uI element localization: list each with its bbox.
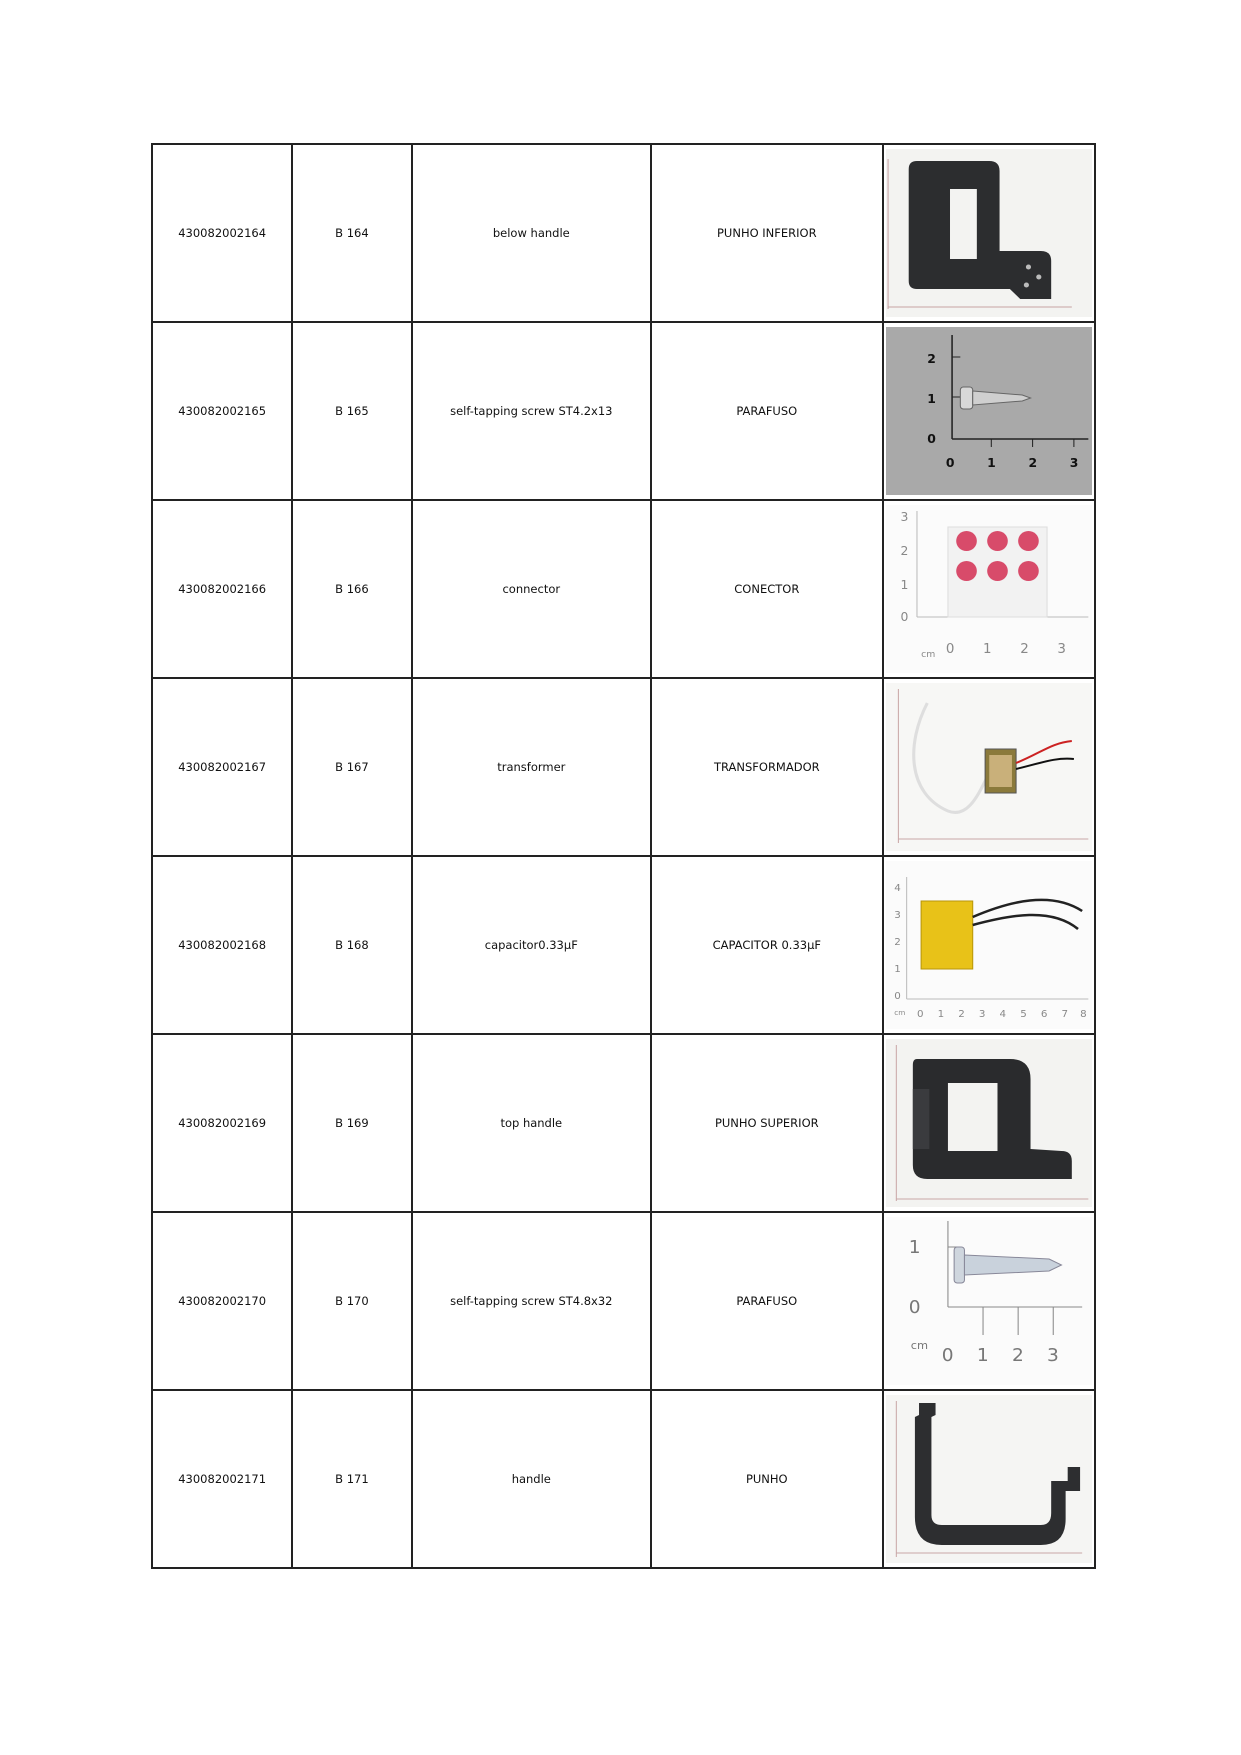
lower-handle-photo (886, 149, 1092, 317)
ruler-unit: cm (910, 1339, 928, 1352)
ruler-x-tick: 4 (999, 1009, 1006, 1020)
screw-photo (886, 327, 1092, 495)
part-photo-cell (883, 678, 1095, 856)
table-row (152, 1212, 1095, 1390)
position-number: B 167 (292, 678, 411, 856)
ruler-y-tick: 1 (908, 1237, 921, 1258)
table-row (152, 678, 1095, 856)
ruler-y-tick: 0 (893, 991, 901, 1002)
position-number: B 170 (292, 1212, 411, 1390)
ruler-y-tick: 3 (893, 910, 901, 921)
position-number: B 166 (292, 500, 411, 678)
screw-photo (886, 1217, 1092, 1385)
description-portuguese: PARAFUSO (651, 1212, 882, 1390)
position-number: B 169 (292, 1034, 411, 1212)
ruler-y-tick: 1 (899, 578, 908, 592)
part-number: 430082002171 (152, 1390, 292, 1568)
description-english: handle (412, 1390, 652, 1568)
ruler-x-tick: 7 (1061, 1009, 1068, 1020)
ruler-x-tick: 2 (1027, 456, 1037, 470)
ruler-x-tick: 5 (1019, 1009, 1027, 1020)
table-row (152, 1390, 1095, 1568)
ruler-x-tick: 1 (937, 1009, 944, 1020)
position-number: B 164 (292, 144, 411, 322)
part-number: 430082002167 (152, 678, 292, 856)
ruler-y-tick: 1 (893, 964, 901, 975)
part-photo-cell (883, 144, 1095, 322)
description-english: transformer (412, 678, 652, 856)
ruler-x-tick: 3 (978, 1009, 986, 1020)
ruler-x-tick: 0 (916, 1009, 924, 1020)
ruler-unit: cm (893, 1008, 905, 1017)
ruler-y-tick: 4 (893, 883, 901, 894)
table-row (152, 856, 1095, 1034)
table-row (152, 500, 1095, 678)
part-photo-cell (883, 322, 1095, 500)
ruler-x-tick: 6 (1040, 1009, 1047, 1020)
ruler-unit: cm (920, 650, 935, 660)
part-number: 430082002164 (152, 144, 292, 322)
description-english: below handle (412, 144, 652, 322)
ruler-x-tick: 1 (986, 456, 996, 470)
transformer-photo (886, 683, 1092, 851)
parts-table (151, 143, 1096, 1569)
ruler-y-tick: 3 (899, 510, 908, 524)
ruler-x-tick: 3 (1056, 642, 1066, 657)
ruler-x-tick: 3 (1069, 456, 1078, 470)
ruler-y-tick: 2 (899, 544, 908, 558)
description-portuguese: PUNHO (651, 1390, 882, 1568)
ruler-x-tick: 0 (945, 642, 954, 657)
position-number: B 165 (292, 322, 411, 500)
part-photo-cell (883, 1390, 1095, 1568)
ruler-y-tick: 1 (926, 392, 936, 406)
description-portuguese: PUNHO SUPERIOR (651, 1034, 882, 1212)
description-portuguese: PUNHO INFERIOR (651, 144, 882, 322)
upper-handle-photo (886, 1039, 1092, 1207)
part-number: 430082002170 (152, 1212, 292, 1390)
ruler-x-tick: 2 (957, 1009, 965, 1020)
position-number: B 168 (292, 856, 411, 1034)
part-number: 430082002168 (152, 856, 292, 1034)
ruler-x-tick: 3 (1046, 1345, 1059, 1366)
position-number: B 171 (292, 1390, 411, 1568)
ruler-x-tick: 0 (945, 456, 955, 470)
capacitor-photo (886, 861, 1092, 1029)
ruler-y-tick: 0 (908, 1297, 921, 1318)
part-number: 430082002165 (152, 322, 292, 500)
part-number: 430082002166 (152, 500, 292, 678)
ruler-x-tick: 1 (976, 1345, 989, 1366)
part-photo-cell (883, 856, 1095, 1034)
description-english: connector (412, 500, 652, 678)
description-portuguese: TRANSFORMADOR (651, 678, 882, 856)
description-portuguese: PARAFUSO (651, 322, 882, 500)
ruler-x-tick: 8 (1079, 1009, 1087, 1020)
handle-photo (886, 1395, 1092, 1563)
description-portuguese: CAPACITOR 0.33μF (651, 856, 882, 1034)
part-photo-cell (883, 1212, 1095, 1390)
ruler-y-tick: 0 (899, 610, 908, 624)
table-row (152, 322, 1095, 500)
part-photo-cell (883, 500, 1095, 678)
ruler-x-tick: 2 (1019, 642, 1029, 657)
table-row (152, 1034, 1095, 1212)
terminal-connector-photo (886, 505, 1092, 673)
ruler-x-tick: 2 (1011, 1345, 1024, 1366)
part-photo-cell (883, 1034, 1095, 1212)
ruler-y-tick: 2 (926, 352, 936, 366)
ruler-x-tick: 0 (941, 1345, 954, 1366)
description-portuguese: CONECTOR (651, 500, 882, 678)
ruler-x-tick: 1 (982, 642, 992, 657)
description-english: self-tapping screw ST4.8x32 (412, 1212, 652, 1390)
ruler-y-tick: 0 (926, 432, 936, 446)
description-english: top handle (412, 1034, 652, 1212)
part-number: 430082002169 (152, 1034, 292, 1212)
table-row (152, 144, 1095, 322)
ruler-y-tick: 2 (893, 937, 901, 948)
description-english: self-tapping screw ST4.2x13 (412, 322, 652, 500)
description-english: capacitor0.33μF (412, 856, 652, 1034)
